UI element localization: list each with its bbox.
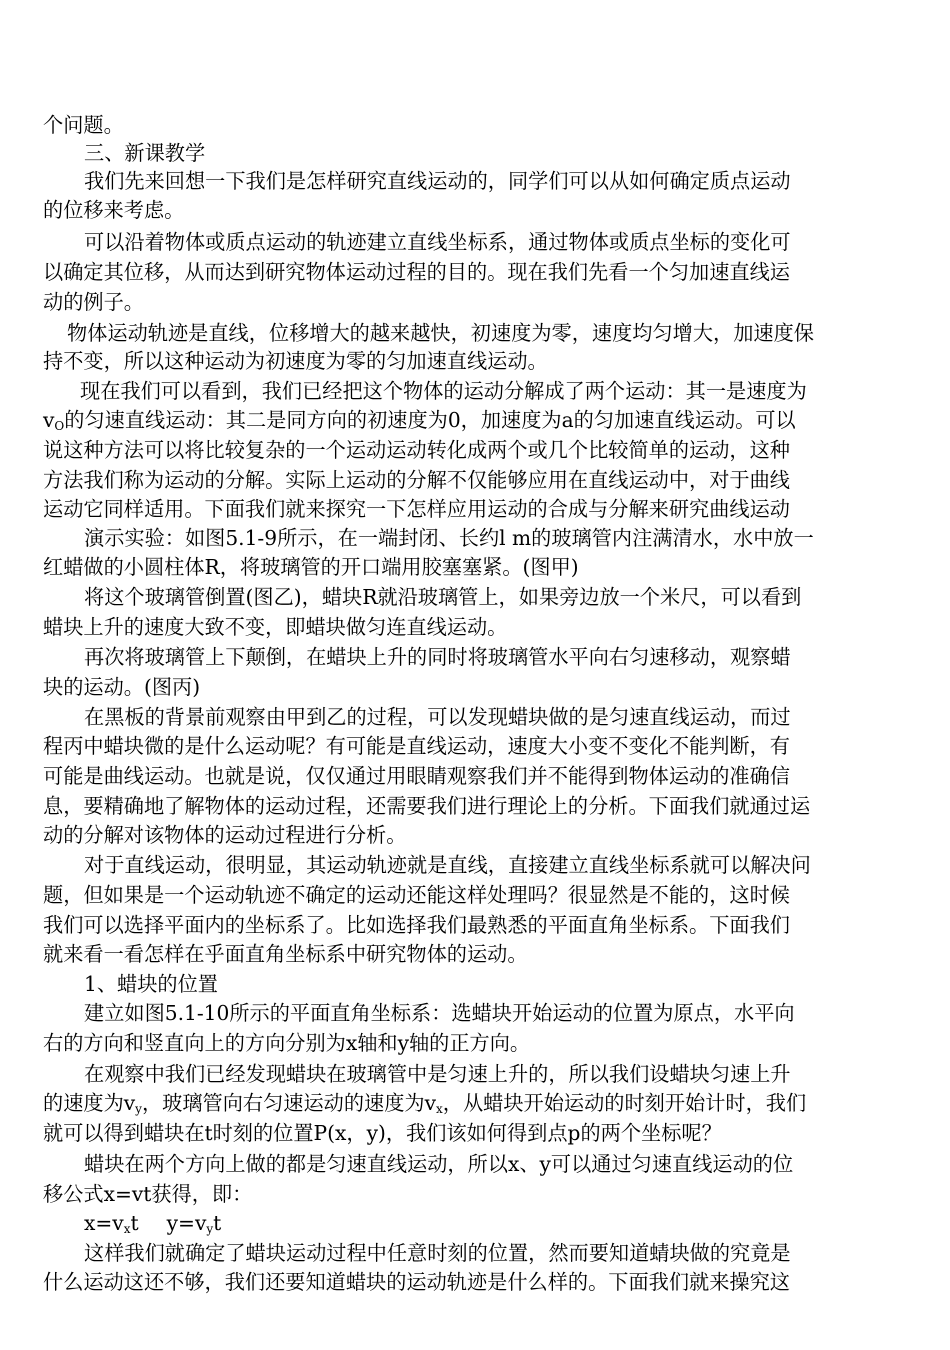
text-line: 个问题。 <box>43 113 124 137</box>
text-line: 说这种方法可以将比较复杂的一个运动运动转化成两个或几个比较简单的运动，这种 <box>43 438 790 462</box>
text-line: 物体运动轨迹是直线，位移增大的越来越快，初速度为零，速度均匀增大，加速度保 <box>67 321 814 345</box>
text-line: 持不变，所以这种运动为初速度为零的匀加速直线运动。 <box>43 349 548 373</box>
text-line: 在观察中我们已经发现蜡块在玻璃管中是匀速上升的，所以我们设蜡块匀速上升 <box>84 1062 791 1086</box>
text-line: 动的分解对该物体的运动过程进行分析。 <box>43 823 407 847</box>
text-line: 息，要精确地了解物体的运动过程，还需要我们进行理论上的分析。下面我们就通过运 <box>43 794 811 818</box>
symbol-vy: $v_y$ <box>123 1091 142 1116</box>
formula-x: $x=v_xt$ <box>84 1211 139 1236</box>
text-line: 在黑板的背景前观察由甲到乙的过程，可以发现蜡块做的是匀速直线运动，而过 <box>84 705 791 729</box>
symbol-v0: $v_O$ <box>43 408 65 433</box>
text-line: 就可以得到蜡块在t时刻的位置P(x，y)，我们该如何得到点p的两个坐标呢？ <box>43 1121 722 1145</box>
text-line: 右的方向和竖直向上的方向分别为x轴和y轴的正方向。 <box>43 1031 531 1055</box>
text-line: 块的运动。(图丙) <box>43 675 201 699</box>
text-line: 可能是曲线运动。也就是说，仅仅通过用眼睛观察我们并不能得到物体运动的准确信 <box>43 764 790 788</box>
formula-line <box>84 1208 221 1239</box>
text-line: 现在我们可以看到，我们已经把这个物体的运动分解成了两个运动：其一是速度为 <box>80 379 807 403</box>
text-line: 对于直线运动，很明显，其运动轨迹就是直线，直接建立直线坐标系就可以解决问 <box>84 853 811 877</box>
text-line: 题，但如果是一个运动轨迹不确定的运动还能这样处理吗？很显然是不能的，这时候 <box>43 883 790 907</box>
text-line: 建立如图5.1-10所示的平面直角坐标系：选蜡块开始运动的位置为原点，水平向 <box>84 1001 795 1025</box>
text-line: 方法我们称为运动的分解。实际上运动的分解不仅能够应用在直线运动中，对于曲线 <box>43 468 790 492</box>
symbol-vx: $v_x$ <box>424 1091 443 1116</box>
text-line: 以确定其位移，从而达到研究物体运动过程的目的。现在我们先看一个匀加速直线运 <box>43 260 790 284</box>
text-line: 移公式x=vt获得，即： <box>43 1182 253 1206</box>
text-line: 的速度为$v_y$，玻璃管向右匀速运动的速度为$v_x$，从蜡块开始运动的时刻开始计时，我们 <box>43 1091 807 1116</box>
text-line: 什么运动这还不够，我们还要知道蜡块的运动轨迹是什么样的。下面我们就来操究这 <box>43 1270 790 1294</box>
text-line: 红蜡做的小圆柱体R，将玻璃管的开口端用胶塞塞紧。(图甲) <box>43 555 579 579</box>
text-line: 这样我们就确定了蜡块运动过程中任意时刻的位置，然而要知道蜻块做的究竟是 <box>84 1241 791 1265</box>
text-line: 蜡块在两个方向上做的都是匀速直线运动，所以x、y可以通过匀速直线运动的位 <box>84 1152 794 1176</box>
text-line: 的位移来考虑。 <box>43 198 185 222</box>
text-line: 再次将玻璃管上下颠倒，在蜡块上升的同时将玻璃管水平向右匀速移动，观察蜡 <box>84 645 791 669</box>
text-line: 动的例子。 <box>43 290 144 314</box>
text-line: 我们可以选择平面内的坐标系了。比如选择我们最熟悉的平面直角坐标系。下面我们 <box>43 913 790 937</box>
text-line: 蜡块上升的速度大致不变，即蜡块做匀连直线运动。 <box>43 615 508 639</box>
text-line: 就来看一看怎样在乎面直角坐标系中研究物体的运动。 <box>43 942 528 966</box>
text-line: 我们先来回想一下我们是怎样研究直线运动的，同学们可以从如何确定质点运动 <box>84 169 791 193</box>
text-line: 运动它同样适用。下面我们就来探究一下怎样应用运动的合成与分解来研究曲线运动 <box>43 497 790 521</box>
text-line: 程丙中蜡块微的是什么运动呢？有可能是直线运动，速度大小变不变化不能判断，有 <box>43 734 790 758</box>
section-heading: 三、新课教学 <box>84 141 206 165</box>
text-line: 演示实验：如图5.1-9所示，在一端封闭、长约l m的玻璃管内注满清水，水中放一 <box>84 526 814 550</box>
text-line: $v_O$的匀速直线运动：其二是同方向的初速度为0，加速度为a的匀加速直线运动。可以 <box>43 408 796 433</box>
formula-y: $y=v_yt$ <box>166 1211 222 1236</box>
subsection-heading: 1、蜡块的位置 <box>84 972 218 996</box>
text-line: 可以沿着物体或质点运动的轨迹建立直线坐标系，通过物体或质点坐标的变化可 <box>84 230 791 254</box>
text-line: 将这个玻璃管倒置(图乙)，蜡块R就沿玻璃管上，如果旁边放一个米尺，可以看到 <box>84 585 802 609</box>
